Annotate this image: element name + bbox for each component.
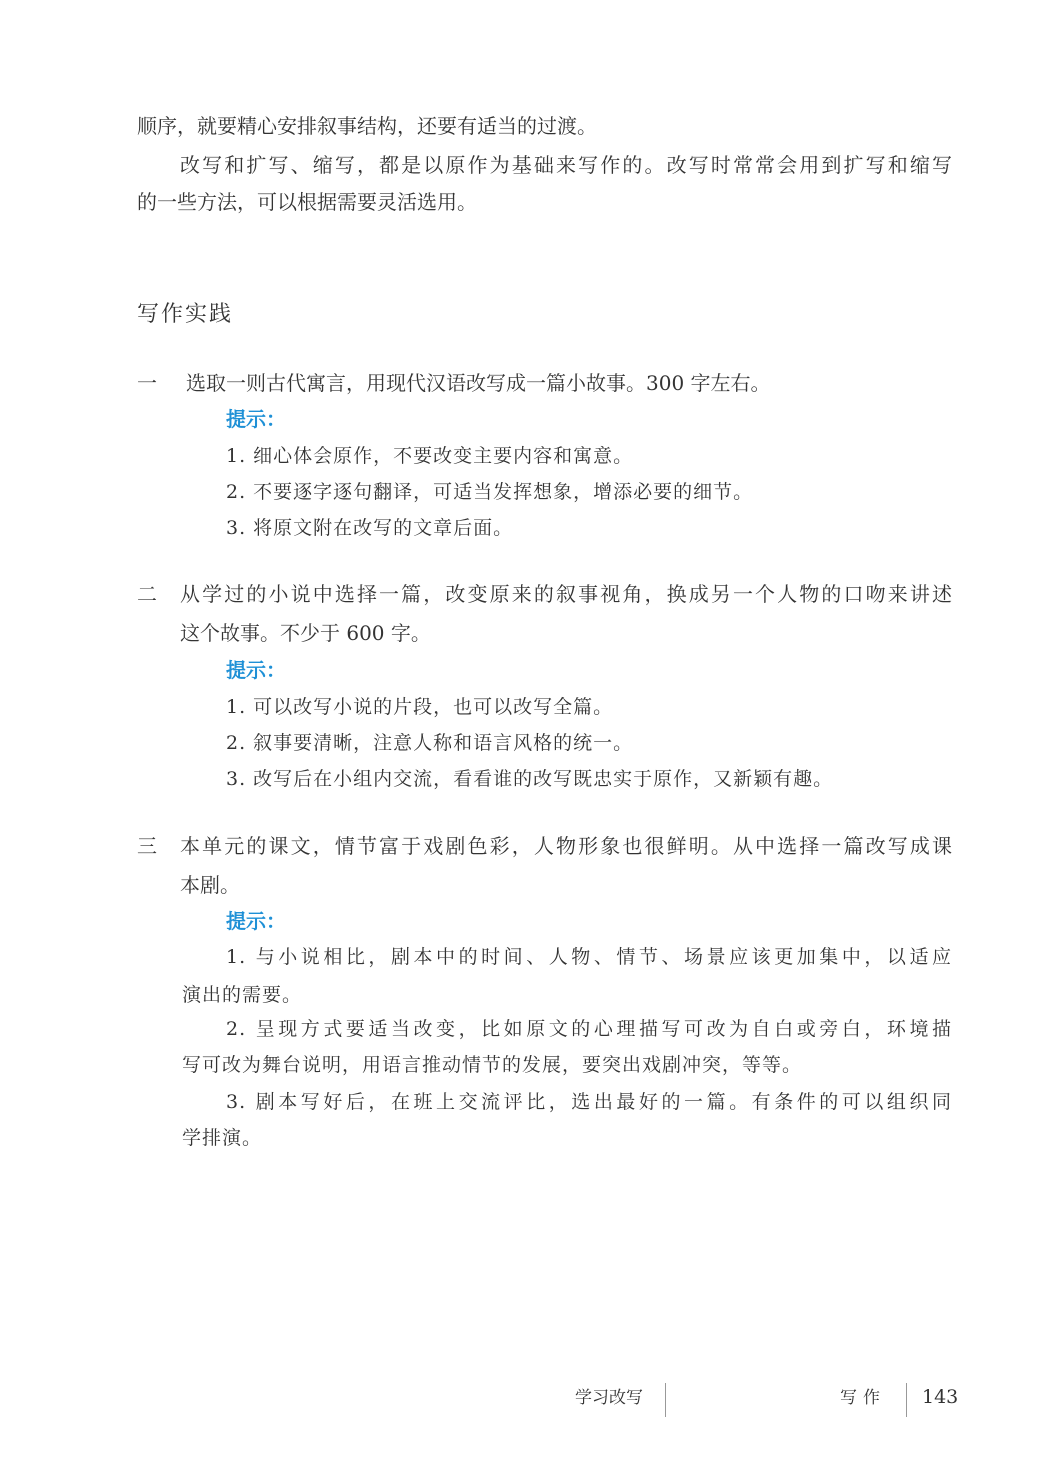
task-3-tip-2-line-1: 2. 呈现方式要适当改变，比如原文的心理描写可改为自白或旁白，环境描 bbox=[226, 1018, 952, 1040]
task-number-3: 三 bbox=[137, 834, 157, 858]
task-1-hint-label: 提示： bbox=[226, 407, 286, 431]
page-number: 143 bbox=[922, 1386, 959, 1408]
task-3-tip-1-line-2: 演出的需要。 bbox=[182, 984, 303, 1006]
task-2-line-2: 这个故事。不少于 600 字。 bbox=[180, 621, 431, 645]
task-3-tip-3-line-1: 3. 剧本写好后，在班上交流评比，选出最好的一篇。有条件的可以组织同 bbox=[226, 1091, 952, 1113]
intro-line-1: 顺序，就要精心安排叙事结构，还要有适当的过渡。 bbox=[137, 114, 597, 138]
task-1-tip-1: 1. 细心体会原作，不要改变主要内容和寓意。 bbox=[226, 445, 634, 467]
intro-line-2: 改写和扩写、缩写，都是以原作为基础来写作的。改写时常常会用到扩写和缩写 bbox=[180, 153, 952, 177]
footer-divider-1 bbox=[665, 1383, 666, 1417]
task-3-line-2: 本剧。 bbox=[180, 873, 240, 897]
section-title: 写作实践 bbox=[137, 302, 234, 327]
intro-line-3: 的一些方法，可以根据需要灵活选用。 bbox=[137, 190, 477, 214]
footer-chapter-title: 学习改写 bbox=[575, 1388, 643, 1408]
footer-section-title: 写作 bbox=[840, 1388, 886, 1408]
task-3-tip-3-line-2: 学排演。 bbox=[182, 1127, 263, 1149]
task-3-hint-label: 提示： bbox=[226, 909, 286, 933]
task-2-line-1: 从学过的小说中选择一篇，改变原来的叙事视角，换成另一个人物的口吻来讲述 bbox=[180, 582, 952, 606]
task-2-tip-1: 1. 可以改写小说的片段，也可以改写全篇。 bbox=[226, 696, 614, 718]
task-number-1: 一 bbox=[137, 371, 157, 395]
task-2-tip-3: 3. 改写后在小组内交流，看看谁的改写既忠实于原作，又新颖有趣。 bbox=[226, 768, 834, 790]
task-3-line-1: 本单元的课文，情节富于戏剧色彩，人物形象也很鲜明。从中选择一篇改写成课 bbox=[180, 834, 952, 858]
task-2-tip-2: 2. 叙事要清晰，注意人称和语言风格的统一。 bbox=[226, 732, 634, 754]
footer-divider-2 bbox=[906, 1383, 907, 1417]
task-2-hint-label: 提示： bbox=[226, 658, 286, 682]
task-3-tip-1-line-1: 1. 与小说相比，剧本中的时间、人物、情节、场景应该更加集中，以适应 bbox=[226, 946, 952, 968]
task-1-line-1: 选取一则古代寓言，用现代汉语改写成一篇小故事。300 字左右。 bbox=[186, 371, 771, 395]
task-1-tip-3: 3. 将原文附在改写的文章后面。 bbox=[226, 517, 514, 539]
task-3-tip-2-line-2: 写可改为舞台说明，用语言推动情节的发展，要突出戏剧冲突，等等。 bbox=[182, 1054, 803, 1076]
task-1-tip-2: 2. 不要逐字逐句翻译，可适当发挥想象，增添必要的细节。 bbox=[226, 481, 754, 503]
task-number-2: 二 bbox=[137, 582, 157, 606]
